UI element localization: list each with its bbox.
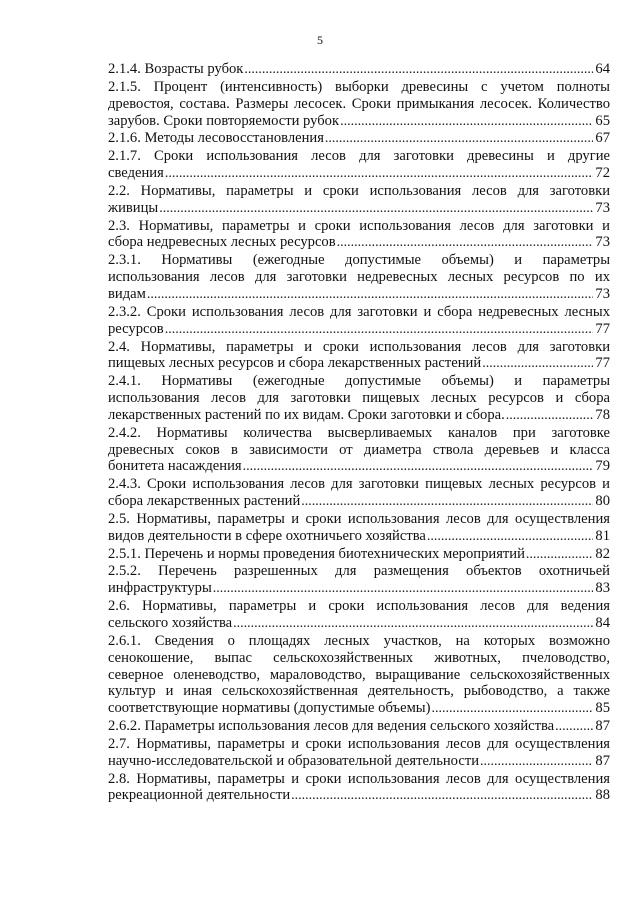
toc-entry-title: 2.1.6. Методы лесовосстановления	[108, 130, 324, 147]
dot-leader	[337, 235, 594, 252]
toc-entry[interactable]	[108, 425, 610, 477]
toc-entry-title: живицы	[108, 199, 159, 216]
toc-entry-last-line	[108, 234, 610, 252]
toc-entry-last-line	[108, 130, 610, 148]
dot-leader	[147, 287, 594, 304]
toc-entry-last-line	[108, 200, 610, 218]
toc-entry-title: сведения	[108, 165, 164, 182]
toc-entry[interactable]	[108, 476, 610, 511]
toc-entry-title: 2.6.2. Параметры использования лесов для ведения сельского хозяйства	[108, 718, 555, 735]
dot-leader	[325, 131, 593, 148]
toc-entry-line: 2.6.1. Сведения о площадях лесных участков, на которых возможно	[108, 632, 610, 649]
toc-entry[interactable]	[108, 130, 610, 148]
toc-entry[interactable]	[108, 633, 610, 718]
toc-entry-line: 2.6. Нормативы, параметры и сроки использования лесов для ведения	[108, 598, 610, 615]
toc-entry-line: использования лесов для заготовки недревесных лесных ресурсов по их	[108, 269, 610, 286]
dot-leader	[244, 62, 593, 79]
toc-entry-title: сбора недревесных лесных ресурсов	[108, 234, 336, 251]
toc-entry-title: инфраструктуры	[108, 580, 212, 597]
dot-leader	[427, 529, 594, 546]
toc-entry-page: 65	[595, 112, 610, 129]
toc-entry-title: 2.1.4. Возрасты рубок	[108, 61, 244, 77]
toc-entry-line: 2.3.1. Нормативы (ежегодные допустимые объемы) и параметры	[108, 252, 610, 269]
toc-entry[interactable]	[108, 218, 610, 253]
toc-entry[interactable]	[108, 771, 610, 806]
toc-entry-line: 2.3.2. Сроки использования лесов для заготовки и сбора недревесных лесных	[108, 303, 610, 320]
toc-entry-last-line	[108, 355, 610, 373]
toc-entry-title: пищевых лесных ресурсов и сбора лекарственных растений	[108, 355, 482, 372]
toc-entry[interactable]	[108, 252, 610, 304]
toc-entry[interactable]	[108, 61, 610, 79]
toc-entry-line: древесных соков в зависимости от диаметра ствола деревьев и класса	[108, 441, 610, 458]
toc-entry-line: 2.5. Нормативы, параметры и сроки использования лесов для осуществления	[108, 510, 610, 527]
toc-entry-line: древостоя, состава. Размеры лесосек. Сроки примыкания лесосек. Количество	[108, 95, 610, 112]
dot-leader	[340, 114, 593, 131]
toc-entry-page: 79	[595, 458, 610, 475]
toc-entry-title: сбора лекарственных растений	[108, 493, 301, 510]
toc-entry[interactable]	[108, 598, 610, 633]
dot-leader	[555, 719, 593, 736]
toc-entry-page: 80	[595, 493, 610, 510]
toc-entry-page: 82	[595, 545, 610, 562]
toc-entry-page: 88	[595, 787, 610, 804]
dot-leader	[243, 459, 594, 476]
toc-entry-line: 2.2. Нормативы, параметры и сроки использования лесов для заготовки	[108, 182, 610, 199]
toc-entry-line: 2.3. Нормативы, параметры и сроки использования лесов для заготовки и	[108, 217, 610, 234]
toc-entry-page: 83	[595, 580, 610, 597]
toc-entry-line: сенокошение, выпас сельскохозяйственных животных, пчеловодство,	[108, 649, 610, 666]
toc-entry-page: 81	[595, 527, 610, 544]
toc-entry-line: 2.7. Нормативы, параметры и сроки использования лесов для осуществления	[108, 735, 610, 752]
toc-entry-last-line	[108, 580, 610, 598]
toc-entry-line: 2.1.5. Процент (интенсивность) выборки древесины с учетом полноты	[108, 78, 610, 95]
toc-entry-title: соответствующие нормативы (допустимые объемы)	[108, 700, 431, 717]
toc-entry-page: 77	[595, 320, 610, 337]
dot-leader	[165, 322, 594, 339]
toc-entry-title: 2.5.1. Перечень и нормы проведения биотехнических мероприятий	[108, 545, 525, 562]
toc-entry-page: 73	[595, 285, 610, 302]
toc-entry-page: 73	[595, 199, 610, 216]
toc-entry-title: сельского хозяйства	[108, 615, 233, 631]
toc-entry-last-line	[108, 321, 610, 339]
toc-entry[interactable]	[108, 736, 610, 771]
toc-entry-page: 64	[595, 61, 610, 77]
toc-entry-line: 2.4.3. Сроки использования лесов для заготовки пищевых лесных ресурсов и	[108, 476, 610, 493]
toc-entry-title: научно-исследовательской и образовательной деятельности	[108, 752, 480, 769]
dot-leader	[165, 166, 594, 183]
toc-entry-last-line	[108, 61, 610, 79]
toc-entry-page: 77	[595, 355, 610, 372]
toc-entry-last-line	[108, 407, 610, 425]
toc-entry-last-line	[108, 615, 610, 633]
toc-entry-last-line	[108, 700, 610, 718]
dot-leader	[301, 494, 593, 511]
toc-entry[interactable]	[108, 563, 610, 598]
toc-entry[interactable]	[108, 304, 610, 339]
dot-leader	[291, 788, 593, 805]
toc-entry-last-line	[108, 286, 610, 304]
toc-entry-line: 2.8. Нормативы, параметры и сроки использования лесов для осуществления	[108, 770, 610, 787]
toc-entry-title: рекреационной деятельности	[108, 787, 291, 804]
toc-entry-page: 73	[595, 234, 610, 251]
toc-entry-line: культур и иная сельскохозяйственная деятельность, рыбоводство, а также	[108, 683, 610, 700]
toc-entry[interactable]	[108, 718, 610, 736]
toc-entry[interactable]	[108, 339, 610, 374]
toc-entry-last-line	[108, 718, 610, 736]
dot-leader	[482, 356, 593, 373]
page-number: 5	[317, 33, 323, 47]
dot-leader	[506, 408, 594, 425]
dot-leader	[480, 754, 593, 771]
toc-entry-line: 2.1.7. Сроки использования лесов для заготовки древесины и другие	[108, 148, 610, 165]
toc-entry[interactable]	[108, 511, 610, 546]
dot-leader	[431, 701, 593, 718]
toc-entry-last-line	[108, 528, 610, 546]
toc-entry-line: северное оленеводство, мараловодство, выращивание сельскохозяйственных	[108, 666, 610, 683]
toc-entry-line: 2.4.2. Нормативы количества высверливаемых каналов при заготовке	[108, 424, 610, 441]
dot-leader	[213, 581, 594, 598]
toc-entry-line: использования лесов для заготовки пищевых лесных ресурсов и сбора	[108, 390, 610, 407]
toc-entry-last-line	[108, 753, 610, 771]
toc-entry-title: видам	[108, 285, 146, 302]
toc-entry[interactable]	[108, 79, 610, 131]
toc-entry-title: бонитета насаждения	[108, 458, 242, 475]
toc-entry[interactable]	[108, 183, 610, 218]
dot-leader	[526, 547, 594, 564]
toc-entry-last-line	[108, 165, 610, 183]
toc-entry[interactable]	[108, 546, 610, 564]
toc-entry-title: лекарственных растений по их видам. Сроки заготовки и сбора.	[108, 406, 505, 423]
toc-entry-title: видов деятельности в сфере охотничьего хозяйства	[108, 527, 426, 544]
toc-entry-page: 78	[595, 406, 610, 423]
toc-entry-last-line	[108, 546, 610, 564]
toc-entry-last-line	[108, 493, 610, 511]
toc-entry[interactable]	[108, 148, 610, 183]
toc-entry-title: зарубов. Сроки повторяемости рубок	[108, 112, 340, 129]
toc-entry-page: 85	[595, 700, 610, 717]
toc-entry-line: 2.4.1. Нормативы (ежегодные допустимые объемы) и параметры	[108, 373, 610, 390]
toc-entry-page: 87	[595, 718, 610, 735]
table-of-contents	[108, 61, 610, 805]
toc-entry-page: 84	[595, 615, 610, 631]
toc-entry-last-line	[108, 113, 610, 131]
toc-entry[interactable]	[108, 373, 610, 425]
toc-entry-last-line	[108, 787, 610, 805]
toc-entry-last-line	[108, 458, 610, 476]
dot-leader	[159, 201, 593, 218]
toc-entry-line: 2.5.2. Перечень разрешенных для размещения объектов охотничьей	[108, 563, 610, 580]
toc-entry-page: 72	[595, 165, 610, 182]
toc-entry-line: 2.4. Нормативы, параметры и сроки использования лесов для заготовки	[108, 338, 610, 355]
toc-entry-page: 87	[595, 752, 610, 769]
toc-entry-title: ресурсов	[108, 320, 164, 337]
dot-leader	[233, 616, 593, 633]
toc-entry-page: 67	[595, 130, 610, 147]
